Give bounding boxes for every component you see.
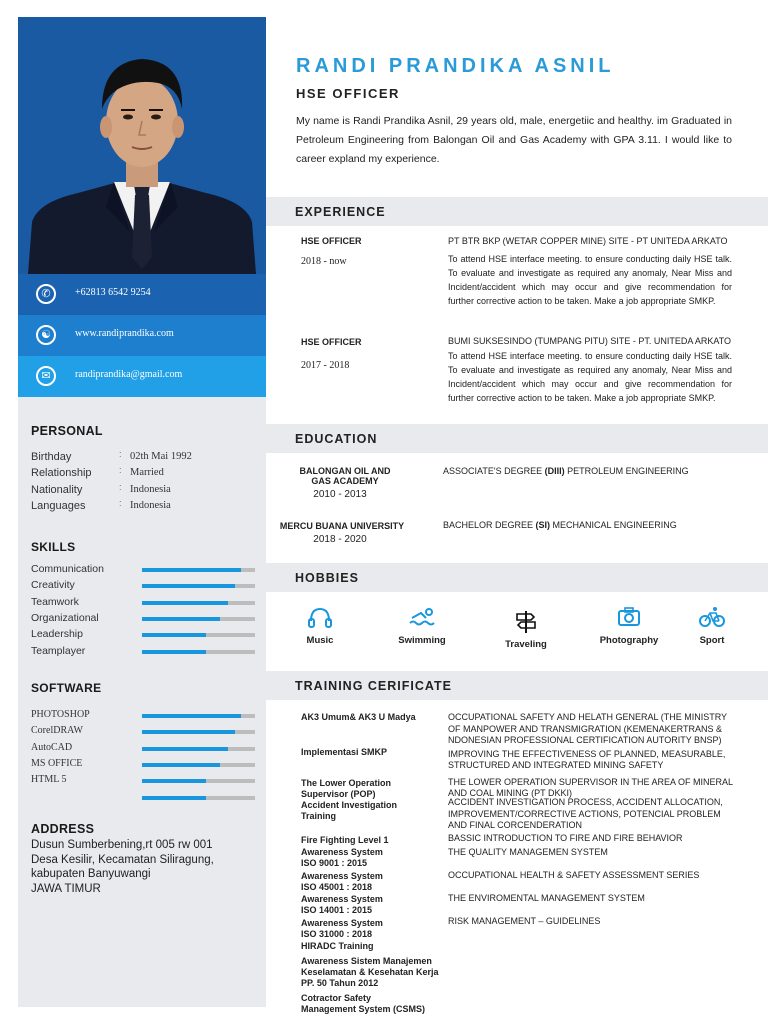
software-label: MS OFFICE <box>31 757 83 769</box>
education-school: MERCU BUANA UNIVERSITY <box>279 521 405 531</box>
email-link[interactable]: randiprandika@gmail.com <box>75 369 183 380</box>
software-label: CorelDRAW <box>31 725 83 737</box>
education-band <box>266 424 768 453</box>
skill-level-fill <box>142 714 241 718</box>
address-line: kabupaten Banyuwangi <box>31 868 151 880</box>
skill-level-bar <box>142 617 255 621</box>
training-description: NDONESIAN PROFESSIONAL CERTIFICATION AUTORITY BNSP) <box>448 735 722 745</box>
skills-heading: SKILLS <box>31 540 76 554</box>
skill-row <box>31 596 261 610</box>
skill-level-fill <box>142 568 241 572</box>
skill-level-bar <box>142 779 255 783</box>
skill-level-fill <box>142 730 235 734</box>
personal-value: Indonesia <box>130 500 171 511</box>
training-course: Management System (CSMS) <box>301 1004 426 1014</box>
address-heading: ADDRESS <box>31 822 95 836</box>
skill-level-fill <box>142 763 220 767</box>
software-row <box>31 709 261 723</box>
skill-row <box>31 563 261 577</box>
skill-row <box>31 579 261 593</box>
training-course: Awareness Sistem Manajemen <box>301 956 432 966</box>
hobby-label: Sport <box>699 635 725 646</box>
training-description: THE ENVIROMENTAL MANAGEMENT SYSTEM <box>448 893 645 903</box>
left-sidebar <box>18 17 266 1007</box>
training-course: Supervisor (POP) <box>301 789 376 799</box>
degree-text: ASSOCIATE'S DEGREE <box>443 466 545 476</box>
experience-position: HSE OFFICER <box>301 337 362 347</box>
training-description: OF MANPOWER AND TRANSMIGRATION (KEMENAKERTRANS & <box>448 724 723 734</box>
hobby-sport <box>677 605 747 646</box>
skill-label: Teamwork <box>31 595 79 608</box>
headphones-icon <box>306 605 334 629</box>
profile-photo <box>18 17 266 274</box>
personal-key: Relationship <box>31 467 92 479</box>
skill-row <box>31 612 261 626</box>
software-row <box>31 774 261 788</box>
training-description: IMPROVING THE EFFECTIVENESS OF PLANNED, MEASURABLE, <box>448 749 726 759</box>
skill-level-fill <box>142 617 220 621</box>
hobby-label: Music <box>306 635 334 646</box>
swimming-icon <box>408 605 436 629</box>
software-label: AutoCAD <box>31 741 73 753</box>
separator: : <box>119 449 122 459</box>
degree-level: (SI) <box>535 520 551 530</box>
training-course: ISO 31000 : 2018 <box>301 929 373 939</box>
phone-icon: ✆ <box>36 284 56 304</box>
training-description: RISK MANAGEMENT – GUIDELINES <box>448 916 601 926</box>
skill-level-fill <box>142 601 228 605</box>
contact-phone-row[interactable] <box>18 274 266 315</box>
intro-paragraph: My name is Randi Prandika Asnil, 29 years old, male, energetiic and healthy. im Graduated in Petroleum Engineering from Balongan Oil and Gas Academy with GPA 3.11. I would like to career expland my experience. <box>296 115 732 165</box>
skill-label: Communication <box>31 563 104 575</box>
skill-level-bar <box>142 714 255 718</box>
experience-years: 2018 - now <box>301 256 347 267</box>
address-line: Desa Kesilir, Kecamatan Siliragung, <box>31 853 214 866</box>
training-course: ISO 45001 : 2018 <box>301 882 373 892</box>
hobby-label: Photography <box>599 635 659 646</box>
skill-label: Organizational <box>31 611 99 624</box>
training-course: The Lower Operation <box>301 778 392 788</box>
experience-years: 2017 - 2018 <box>301 360 350 371</box>
experience-company: BUMI SUKSESINDO (TUMPANG PITU) SITE - PT. UNITEDA ARKATO <box>448 336 732 346</box>
skill-label: Creativity <box>31 579 75 592</box>
training-course: ISO 14001 : 2015 <box>301 905 373 915</box>
hobby-music <box>285 605 355 646</box>
personal-key: Birthday <box>31 451 72 463</box>
training-description: AND FINAL CORCENDERATION <box>448 820 583 830</box>
bicycle-icon <box>698 605 726 629</box>
address-line: Dusun Sumberbening,rt 005 rw 001 <box>31 839 213 851</box>
education-degree <box>443 520 677 530</box>
training-course: Training <box>301 811 337 821</box>
experience-position: HSE OFFICER <box>301 236 362 246</box>
hobby-label: Swimming <box>398 635 446 646</box>
address-line: JAWA TIMUR <box>31 882 101 895</box>
globe-icon: ☯ <box>36 325 56 345</box>
training-description: THE LOWER OPERATION SUPERVISOR IN THE AREA OF MINERAL <box>448 777 734 787</box>
skill-level-fill <box>142 796 206 800</box>
hobby-photography <box>594 605 664 646</box>
training-course: PP. 50 Tahun 2012 <box>301 978 379 988</box>
personal-heading: PERSONAL <box>31 424 103 438</box>
degree-text: BACHELOR DEGREE <box>443 520 536 530</box>
education-degree <box>443 466 689 476</box>
hobbies-heading: HOBBIES <box>295 571 359 585</box>
experience-description: To attend HSE interface meeting. to ensure conducting daily HSE talk. To evaluate and investigate as required any anomaly, Near Miss and Incident/accident which may occur and give recommendation for further corrective action to be taken. Make a job appropriate SMKP. <box>448 351 732 403</box>
training-course: Keselamatan & Kesehatan Kerja <box>301 967 439 977</box>
training-description: BASSIC INTRODUCTION TO FIRE AND FIRE BEHAVIOR <box>448 833 683 843</box>
skill-label: Teamplayer <box>31 644 86 657</box>
skill-level-bar <box>142 584 255 588</box>
skill-level-fill <box>142 779 206 783</box>
separator: : <box>119 498 122 508</box>
software-row <box>31 791 261 805</box>
skill-level-bar <box>142 568 255 572</box>
training-heading: TRAINING CERIFICATE <box>295 679 452 693</box>
training-band <box>266 671 768 700</box>
separator: : <box>119 465 122 475</box>
skill-level-bar <box>142 633 255 637</box>
training-description: OCCUPATIONAL HEALTH & SAFETY ASSESSMENT SERIES <box>448 870 700 880</box>
personal-value: 02th Mai 1992 <box>130 451 192 462</box>
skill-row <box>31 628 261 642</box>
experience-band <box>266 197 768 226</box>
degree-level: (DIII) <box>544 466 565 476</box>
training-course: Cotractor Safety <box>301 993 372 1003</box>
experience-description: To attend HSE interface meeting. to ensure conducting daily HSE talk. To evaluate and investigate as required any anomaly, Near Miss and Incident/accident which may occur and give recommendation for further corrective action to be taken. Make a job appropriate SMKP. <box>448 254 732 306</box>
skill-level-bar <box>142 730 255 734</box>
contact-website-row[interactable] <box>18 315 266 356</box>
hobbies-band <box>266 563 768 592</box>
skill-level-fill <box>142 650 206 654</box>
website-link[interactable]: www.randiprandika.com <box>75 328 174 339</box>
training-course: ISO 9001 : 2015 <box>301 858 368 868</box>
skill-level-fill <box>142 584 235 588</box>
experience-heading: EXPERIENCE <box>295 205 386 219</box>
personal-key: Languages <box>31 500 86 512</box>
separator: : <box>119 482 122 492</box>
software-row <box>31 725 261 739</box>
education-years: 2018 - 2020 <box>313 534 367 545</box>
personal-value: Married <box>130 467 164 478</box>
full-name: RANDI PRANDIKA ASNIL <box>296 55 615 77</box>
hobby-traveling <box>491 609 561 650</box>
phone-number[interactable]: +62813 6542 9254 <box>75 287 151 298</box>
job-title: HSE OFFICER <box>296 86 400 101</box>
address-block <box>31 838 256 896</box>
training-course: Fire Fighting Level 1 <box>301 835 389 845</box>
personal-key: Nationality <box>31 484 83 496</box>
training-description: OCCUPATIONAL SAFETY AND HELATH GENERAL (THE MINISTRY <box>448 712 728 722</box>
envelope-icon: ✉ <box>36 366 56 386</box>
training-course: Awareness System <box>301 871 383 881</box>
software-heading: SOFTWARE <box>31 681 102 695</box>
training-description: ACCIDENT INVESTIGATION PROCESS, ACCIDENT ALLOCATION, <box>448 797 723 807</box>
training-course: HIRADC Training <box>301 941 374 951</box>
software-row <box>31 742 261 756</box>
software-label: PHOTOSHOP <box>31 709 90 720</box>
training-description: THE QUALITY MANAGEMEN SYSTEM <box>448 847 608 857</box>
skill-level-bar <box>142 650 255 654</box>
signpost-icon <box>512 609 540 633</box>
training-course: Implementasi SMKP <box>301 747 388 757</box>
skill-level-bar <box>142 747 255 751</box>
contact-email-row[interactable] <box>18 356 266 397</box>
degree-major: PETROLEUM ENGINEERING <box>564 466 689 476</box>
training-course: Awareness System <box>301 894 383 904</box>
camera-icon <box>615 605 643 629</box>
skill-level-bar <box>142 763 255 767</box>
education-years: 2010 - 2013 <box>313 489 367 500</box>
skill-level-fill <box>142 747 228 751</box>
education-school: BALONGAN OIL AND GAS ACADEMY <box>299 466 391 486</box>
software-label: HTML 5 <box>31 774 67 786</box>
education-heading: EDUCATION <box>295 432 378 446</box>
training-course: Awareness System <box>301 847 383 857</box>
skill-label: Leadership <box>31 628 83 641</box>
experience-company: PT BTR BKP (WETAR COPPER MINE) SITE - PT UNITEDA ARKATO <box>448 236 728 246</box>
skill-level-fill <box>142 633 206 637</box>
training-course: Accident Investigation <box>301 800 398 810</box>
training-description: IMPROVEMENT/CORRECTIVE ACTIONS, POTENCIAL PROBLEM <box>448 809 721 819</box>
skill-row <box>31 645 261 659</box>
software-row <box>31 758 261 772</box>
training-description: STRUCTURED AND INTEGRATED MINING SAFETY <box>448 760 664 770</box>
hobby-label: Traveling <box>505 639 547 650</box>
degree-major: MECHANICAL ENGINEERING <box>550 520 677 530</box>
hobby-swimming <box>387 605 457 646</box>
skill-level-bar <box>142 796 255 800</box>
training-course: Awareness System <box>301 918 383 928</box>
training-description: AND COAL MINING (PT DKKI) <box>448 788 573 798</box>
training-course: AK3 Umum& AK3 U Madya <box>301 712 416 722</box>
person-portrait-illustration <box>18 17 266 274</box>
skill-level-bar <box>142 601 255 605</box>
personal-value: Indonesia <box>130 484 171 495</box>
